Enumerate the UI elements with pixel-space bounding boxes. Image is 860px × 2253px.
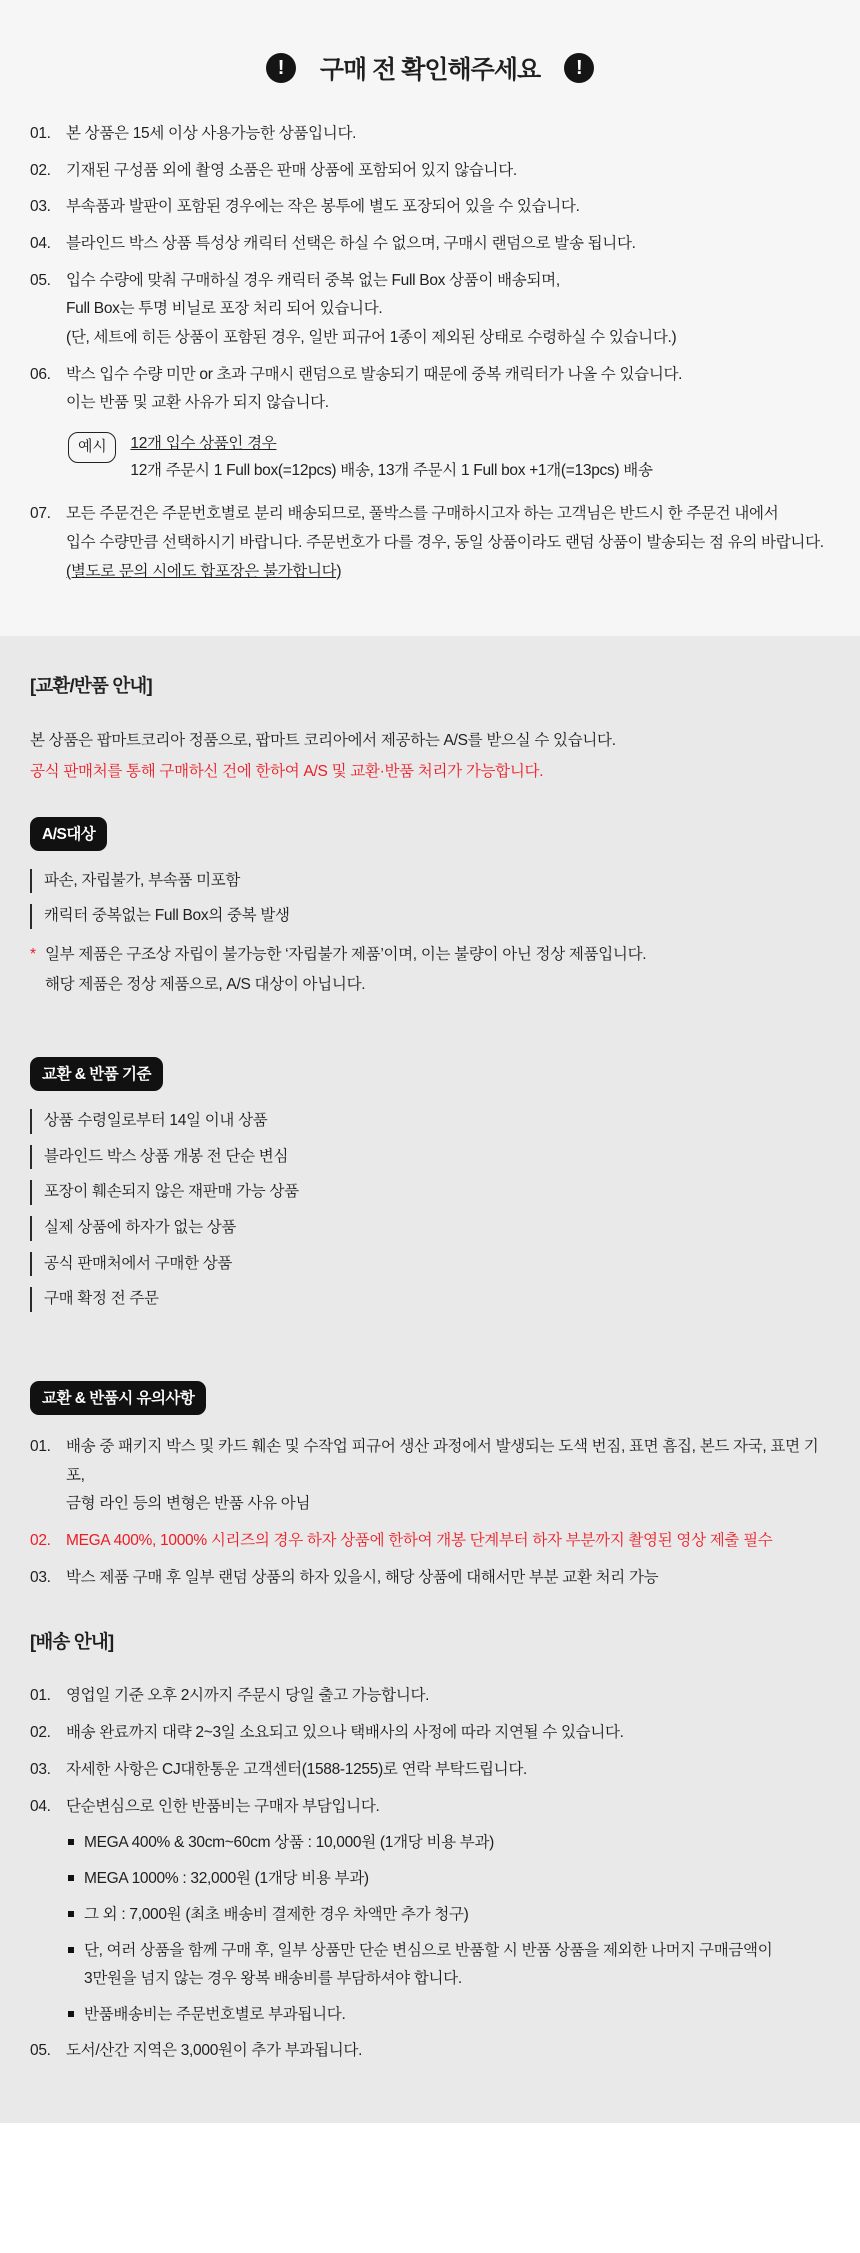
list-item — [30, 1527, 830, 1556]
list-item — [30, 267, 830, 353]
exclamation-icon: ! — [564, 53, 594, 83]
list-item — [30, 120, 830, 149]
item-text: 기재된 구성품 외에 촬영 소품은 판매 상품에 포함되어 있지 않습니다. — [66, 161, 517, 179]
item-text: 영업일 기준 오후 2시까지 주문시 당일 출고 가능합니다. — [66, 1687, 430, 1705]
item-text: 본 상품은 15세 이상 사용가능한 상품입니다. — [66, 125, 357, 142]
item-number: 07. — [30, 505, 51, 523]
item-text: (별도로 문의 시에도 합포장은 불가합니다) — [66, 562, 342, 580]
exclamation-icon: ! — [266, 53, 296, 83]
list-item — [30, 1793, 830, 1822]
item-number: 03. — [30, 1568, 51, 1586]
item-number: 04. — [30, 235, 51, 253]
item-number: 02. — [30, 1532, 51, 1550]
item-text: 박스 입수 수량 미만 or 초과 구매시 랜덤으로 발송되기 때문에 중복 캐릭터가 나올 수 있습니다. — [66, 365, 683, 383]
list-item — [68, 2001, 830, 2029]
exchange-intro: 본 상품은 팝마트코리아 정품으로, 팝마트 코리아에서 제공하는 A/S를 받으실 수 있습니다. — [30, 732, 616, 750]
exchange-heading: [교환/반품 안내] — [30, 675, 152, 697]
asterisk-mark: * — [30, 946, 36, 964]
square-bullet-icon — [68, 1875, 74, 1881]
list-item: 블라인드 박스 상품 개봉 전 단순 변심 — [30, 1145, 830, 1170]
item-text: 모든 주문건은 주문번호별로 분리 배송되므로, 풀박스를 구매하시고자 하는 고객님은 반드시 한 주문건 내에서 — [66, 505, 779, 523]
list-item: 포장이 훼손되지 않은 재판매 가능 상품 — [30, 1180, 830, 1205]
item-text: 배송 완료까지 대략 2~3일 소요되고 있으나 택배사의 사정에 따라 지연될 수 있습니다. — [66, 1724, 624, 1742]
exchange-intro-warning: 공식 판매처를 통해 구매하신 건에 한하여 A/S 및 교환·반품 처리가 가능합니다. — [30, 762, 544, 780]
as-note — [30, 940, 830, 999]
item-text: 단, 여러 상품을 함께 구매 후, 일부 상품만 단순 변심으로 반품할 시 반품 상품을 제외한 나머지 구매금액이 — [84, 1941, 773, 1959]
square-bullet-icon — [68, 1911, 74, 1917]
note-text: 해당 제품은 정상 제품으로, A/S 대상이 아닙니다. — [45, 975, 366, 993]
shipping-heading: [배송 안내] — [30, 1631, 114, 1653]
example-title: 12개 입수 상품인 경우 — [130, 435, 277, 453]
list-item: 캐릭터 중복없는 Full Box의 중복 발생 — [30, 904, 830, 929]
list-item — [68, 1937, 830, 1993]
item-number: 05. — [30, 271, 51, 289]
item-text: MEGA 400%, 1000% 시리즈의 경우 하자 상품에 한하여 개봉 단계부터 하자 부분까지 촬영된 영상 제출 필수 — [66, 1532, 773, 1550]
page-bottom-spacer — [0, 2123, 860, 2253]
list-item — [68, 1901, 830, 1929]
list-item: 상품 수령일로부터 14일 이내 상품 — [30, 1109, 830, 1134]
item-text: 그 외 : 7,000원 (최초 배송비 결제한 경우 차액만 추가 청구) — [84, 1905, 469, 1923]
item-text: 배송 중 패키지 박스 및 카드 훼손 및 수작업 피규어 생산 과정에서 발생되는 도색 번짐, 표면 흠집, 본드 자국, 표면 기포, — [66, 1438, 819, 1484]
as-target-list — [30, 869, 830, 929]
item-text: 입수 수량만큼 선택하시기 바랍니다. 주문번호가 다를 경우, 동일 상품이라도 랜덤 상품이 발송되는 점 유의 바랍니다. — [66, 533, 824, 551]
list-item — [68, 1829, 830, 1857]
item-number: 03. — [30, 1760, 51, 1778]
item-text: 박스 제품 구매 후 일부 랜덤 상품의 하자 있을시, 해당 상품에 대해서만 부분 교환 처리 가능 — [66, 1568, 659, 1586]
page-header — [30, 50, 830, 86]
criteria-badge: 교환 & 반품 기준 — [30, 1057, 163, 1091]
list-item: 구매 확정 전 주문 — [30, 1287, 830, 1312]
list-item — [30, 1682, 830, 1711]
caution-badge: 교환 & 반품시 유의사항 — [30, 1381, 206, 1415]
exchange-shipping-section — [0, 636, 860, 2123]
item-text: 이는 반품 및 교환 사유가 되지 않습니다. — [66, 394, 329, 412]
list-item — [30, 1564, 830, 1593]
item-number: 03. — [30, 198, 51, 216]
item-number: 01. — [30, 1438, 51, 1456]
example-box — [68, 430, 830, 484]
page-title: 구매 전 확인해주세요 — [319, 56, 541, 84]
square-bullet-icon — [68, 2011, 74, 2017]
item-number: 04. — [30, 1797, 51, 1815]
list-item — [30, 157, 830, 186]
item-text: (단, 세트에 히든 상품이 포함된 경우, 일반 피규어 1종이 제외된 상태로 수령하실 수 있습니다.) — [66, 329, 677, 347]
item-text: 반품배송비는 주문번호별로 부과됩니다. — [84, 2005, 346, 2023]
return-fee-list — [68, 1829, 830, 2028]
item-number: 02. — [30, 161, 51, 179]
note-text: 일부 제품은 구조상 자립이 불가능한 ‘자립불가 제품’이며, 이는 불량이 아닌 정상 제품입니다. — [45, 946, 647, 964]
item-text: Full Box는 투명 비닐로 포장 처리 되어 있습니다. — [66, 300, 383, 318]
item-text: 입수 수량에 맞춰 구매하실 경우 캐릭터 중복 없는 Full Box 상품이 배송되며, — [66, 271, 560, 289]
item-text: 금형 라인 등의 변형은 반품 사유 아님 — [66, 1495, 311, 1513]
example-detail: 12개 주문시 1 Full box(=12pcs) 배송, 13개 주문시 1 Full box +1개(=13pcs) 배송 — [130, 462, 653, 480]
item-text: 블라인드 박스 상품 특성상 캐릭터 선택은 하실 수 없으며, 구매시 랜덤으로 발송 됩니다. — [66, 235, 636, 253]
list-item — [30, 2037, 830, 2066]
list-item: 파손, 자립불가, 부속품 미포함 — [30, 869, 830, 894]
item-number: 05. — [30, 2041, 51, 2059]
purchase-notes-section — [0, 0, 860, 636]
list-item: 공식 판매처에서 구매한 상품 — [30, 1252, 830, 1277]
item-number: 06. — [30, 365, 51, 383]
example-badge: 예시 — [68, 432, 116, 463]
list-item — [30, 230, 830, 259]
item-text: 자세한 사항은 CJ대한통운 고객센터(1588-1255)로 연락 부탁드립니다. — [66, 1760, 528, 1778]
criteria-list — [30, 1109, 830, 1312]
list-item — [30, 500, 830, 586]
list-item — [30, 1719, 830, 1748]
item-text: 부속품과 발판이 포함된 경우에는 작은 봉투에 별도 포장되어 있을 수 있습니다. — [66, 198, 580, 216]
item-text: 3만원을 넘지 않는 경우 왕복 배송비를 부담하셔야 합니다. — [84, 1969, 462, 1987]
square-bullet-icon — [68, 1947, 74, 1953]
list-item: 실제 상품에 하자가 없는 상품 — [30, 1216, 830, 1241]
item-text: MEGA 1000% : 32,000원 (1개당 비용 부과) — [84, 1870, 369, 1888]
item-number: 02. — [30, 1724, 51, 1742]
list-item — [30, 1433, 830, 1519]
item-text: 도서/산간 지역은 3,000원이 추가 부과됩니다. — [66, 2041, 363, 2059]
item-text: 단순변심으로 인한 반품비는 구매자 부담입니다. — [66, 1797, 380, 1815]
list-item — [68, 1865, 830, 1893]
item-number: 01. — [30, 125, 51, 142]
list-item — [30, 193, 830, 222]
item-number: 01. — [30, 1687, 51, 1705]
list-item — [30, 361, 830, 418]
item-text: MEGA 400% & 30cm~60cm 상품 : 10,000원 (1개당 비용 부과) — [84, 1834, 495, 1852]
square-bullet-icon — [68, 1839, 74, 1845]
list-item — [30, 1756, 830, 1785]
as-target-badge: A/S대상 — [30, 817, 107, 851]
